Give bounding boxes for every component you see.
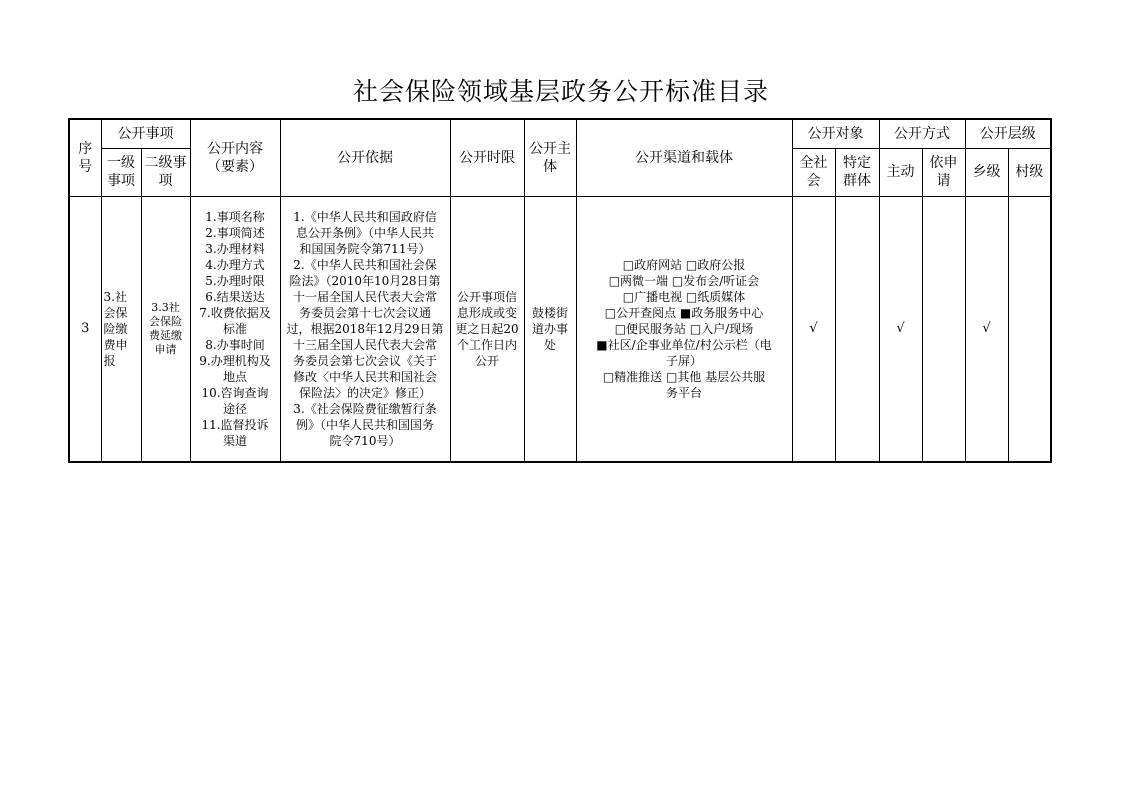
- header-channels: 公开渠道和载体: [576, 119, 792, 196]
- channel-line: □便民服务站 □入户/现场: [614, 321, 754, 336]
- header-subject: 公开主 体: [524, 119, 576, 196]
- page-title: 社会保险领域基层政务公开标准目录: [352, 77, 769, 106]
- channels-list: [577, 257, 792, 401]
- cell-level1: 3.社 会保 险缴 费申 报: [101, 196, 141, 462]
- basis-line: 十三届全国人民代表大会常: [292, 337, 437, 352]
- basis-line: 和国国务院令第711号）: [299, 241, 431, 256]
- header-mode-active: 主动: [879, 148, 922, 196]
- cell-level-village: [1008, 196, 1051, 462]
- cell-level-town: √: [965, 196, 1008, 462]
- content-item: 2.事项简述: [205, 225, 265, 240]
- header-mode-group: 公开方式: [879, 119, 965, 148]
- basis-line: 险法》（2010年10月28日第: [289, 273, 441, 288]
- content-item: 8.办事时间: [205, 337, 265, 352]
- cell-basis: [280, 196, 450, 462]
- cell-mode-active: √: [879, 196, 922, 462]
- content-item: 6.结果送达: [205, 289, 265, 304]
- catalog-table: [68, 118, 1052, 463]
- channel-line: □广播电视 □纸质媒体: [622, 289, 746, 304]
- basis-line: 2.《中华人民共和国社会保: [293, 257, 437, 272]
- header-mode-apply: 依申 请: [922, 148, 965, 196]
- basis-line: 院令710号）: [329, 433, 401, 448]
- basis-line: 务委员会第十七次会议通: [298, 305, 431, 320]
- basis-list: [281, 209, 450, 449]
- channel-line: □政府网站 □政府公报: [622, 257, 746, 272]
- cell-level2: 3.3社 会保险 费延缴 申请: [141, 196, 190, 462]
- header-target-group: 公开对象: [792, 119, 879, 148]
- cell-mode-apply: [922, 196, 965, 462]
- content-item: 9.办理机构及: [199, 353, 271, 368]
- content-item: 渠道: [222, 433, 247, 448]
- basis-line: 息公开条例》（中华人民共: [295, 225, 434, 240]
- header-level1: 一级 事项: [101, 148, 141, 196]
- channel-line: □两微一端 □发布会/听证会: [608, 273, 760, 288]
- header-target-all: 全社 会: [792, 148, 835, 196]
- basis-line: 十一届全国人民代表大会常: [292, 289, 437, 304]
- channel-line: ■社区/企事业单位/村公示栏（电: [596, 337, 772, 352]
- channel-line: 务平台: [665, 385, 702, 400]
- cell-seq: 3: [69, 196, 101, 462]
- channel-line: 子屏）: [665, 353, 702, 368]
- cell-target-all: √: [792, 196, 835, 462]
- basis-line: 修改〈中华人民共和国社会: [292, 369, 437, 384]
- header-target-specific: 特定 群体: [835, 148, 879, 196]
- content-item: 4.办理方式: [205, 257, 265, 272]
- channel-line: □精准推送 □其他 基层公共服: [602, 369, 766, 384]
- content-item: 5.办理时限: [205, 273, 265, 288]
- cell-time-limit: 公开事项信 息形成或变 更之日起20 个工作日内 公开: [450, 196, 524, 462]
- basis-line: 务委员会第七次会议《关于: [292, 353, 437, 368]
- header-time-limit: 公开时限: [450, 119, 524, 196]
- header-level-town: 乡级: [965, 148, 1008, 196]
- header-level-group: 公开层级: [965, 119, 1051, 148]
- content-item: 地点: [222, 369, 247, 384]
- header-level2: 二级事 项: [141, 148, 190, 196]
- table-row: [69, 196, 1051, 462]
- content-item: 1.事项名称: [205, 209, 265, 224]
- header-content: 公开内容 （要素）: [190, 119, 280, 196]
- basis-line: 1.《中华人民共和国政府信: [293, 209, 437, 224]
- basis-line: 过，根据2018年12月29日第: [286, 321, 444, 336]
- cell-content: [190, 196, 280, 462]
- header-basis: 公开依据: [280, 119, 450, 196]
- content-item: 7.收费依据及: [199, 305, 271, 320]
- cell-subject: 鼓楼街 道办事 处: [524, 196, 576, 462]
- basis-line: 3.《社会保险费征缴暂行条: [293, 401, 437, 416]
- header-items-group: 公开事项: [101, 119, 190, 148]
- cell-target-specific: [835, 196, 879, 462]
- basis-line: 保险法〉的决定》修正）: [298, 385, 431, 400]
- basis-line: 例》（中华人民共和国国务: [295, 417, 434, 432]
- content-list: [191, 209, 280, 449]
- channel-line: □公开查阅点 ■政务服务中心: [604, 305, 764, 320]
- content-item: 11.监督投诉: [201, 417, 269, 432]
- header-level-village: 村级: [1008, 148, 1051, 196]
- content-item: 3.办理材料: [205, 241, 265, 256]
- cell-channels: [576, 196, 792, 462]
- content-item: 10.咨询查询: [201, 385, 269, 400]
- content-item: 途径: [222, 401, 247, 416]
- header-seq: 序 号: [69, 119, 101, 196]
- content-item: 标准: [222, 321, 247, 336]
